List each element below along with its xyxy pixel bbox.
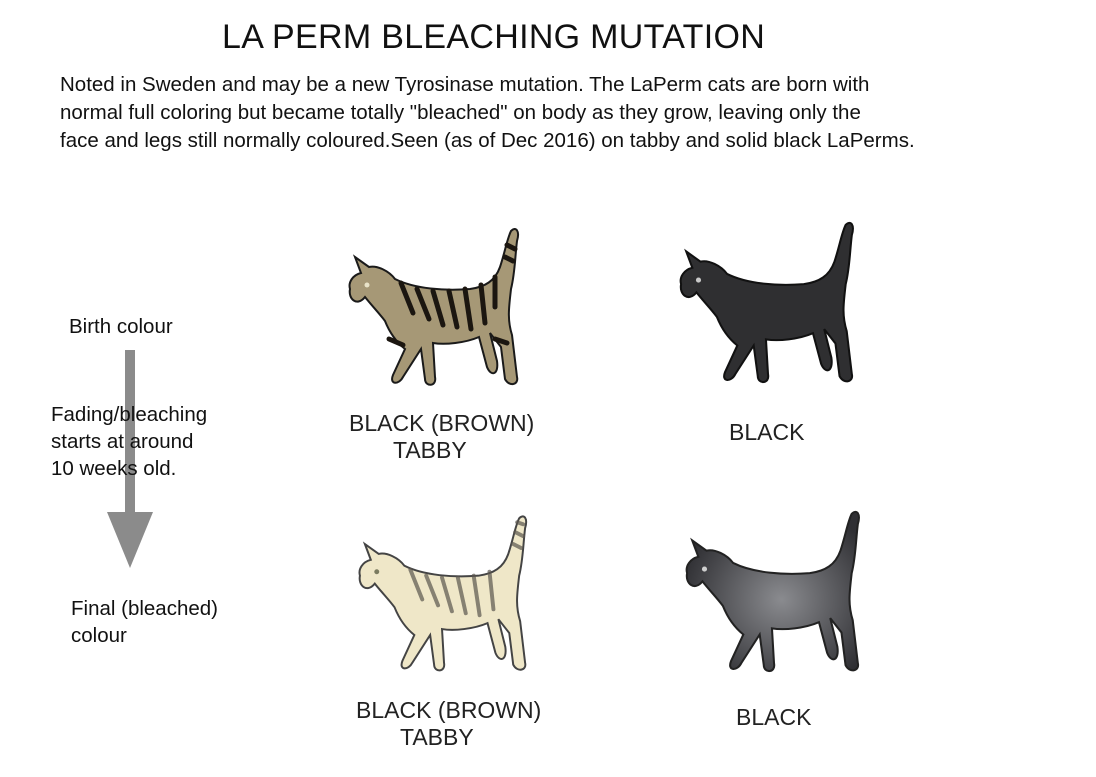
arrow-head (107, 512, 153, 568)
cat-label-black-bleached (736, 704, 811, 731)
intro-line-1: Noted in Sweden and may be a new Tyrosinase mutation. The LaPerm cats are born with (60, 73, 870, 96)
intro-line-3: face and legs still normally coloured.Seen (as of Dec 2016) on tabby and solid black LaPerms. (60, 129, 915, 152)
final-colour-label (71, 595, 218, 649)
cat-label-line: BLACK (BROWN) (356, 697, 542, 723)
cat-label-line: TABBY (400, 724, 474, 750)
tabby-cat-birth-image (345, 212, 525, 397)
cat-label-line: BLACK (729, 419, 805, 445)
fading-label-line: starts at around (51, 430, 194, 453)
cat-label-tabby-birth (349, 410, 534, 464)
birth-colour-label: Birth colour (69, 315, 173, 338)
fading-label (51, 401, 207, 482)
black-cat-birth-image (676, 205, 860, 395)
cat-label-tabby-bleached (356, 697, 541, 751)
cat-label-line: BLACK (736, 704, 812, 730)
final-label-line: Final (bleached) (71, 597, 218, 620)
page-title: LA PERM BLEACHING MUTATION (222, 18, 766, 56)
cat-label-line: TABBY (393, 437, 467, 463)
fading-label-line: 10 weeks old. (51, 457, 177, 480)
intro-line-2: normal full coloring but became totally "bleached" on body as they grow, leaving only the (60, 101, 861, 124)
black-cat-bleached-image (682, 493, 866, 685)
cat-label-line: BLACK (BROWN) (349, 410, 535, 436)
fading-label-line: Fading/bleaching (51, 403, 208, 426)
final-label-line: colour (71, 624, 127, 647)
cat-label-black-birth (729, 419, 804, 446)
tabby-cat-bleached-image (355, 500, 533, 682)
